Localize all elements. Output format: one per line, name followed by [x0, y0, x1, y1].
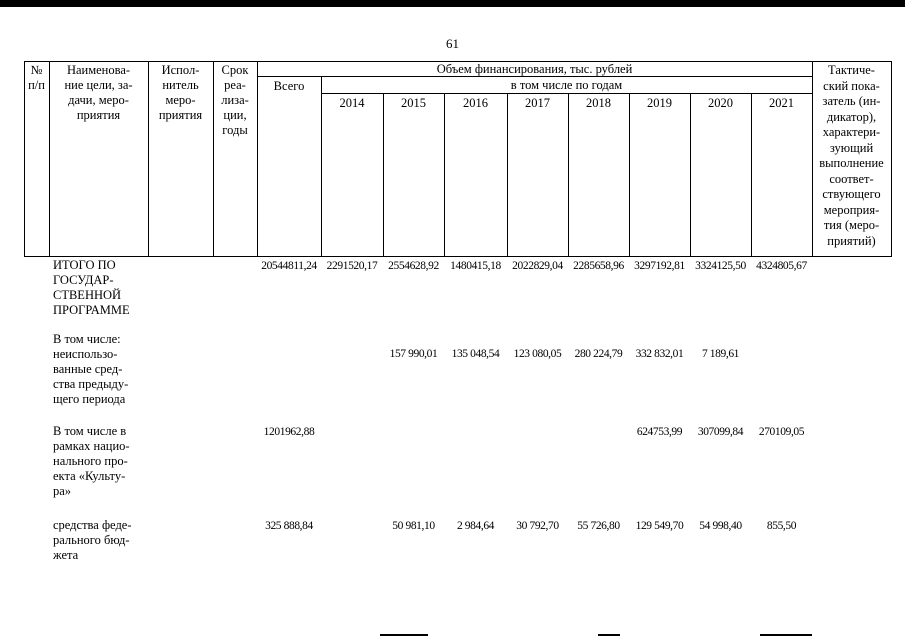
row-label: средства феде- рального бюд- жета — [53, 518, 132, 562]
header-by-years: в том числе по годам — [510, 78, 623, 92]
header-name: Наименова- ние цели, за- дачи, меро- приятия — [64, 63, 133, 122]
cell-2018: 55 726,80 — [577, 520, 620, 532]
row-label: В том числе в рамках нацио- нального про- екта «Культу- ра» — [53, 424, 130, 498]
cell-2018: 2285658,96 — [573, 260, 624, 272]
cell-2016: 2 984,64 — [456, 520, 495, 532]
header-total: Всего — [273, 79, 305, 93]
header-number: № п/п — [28, 63, 45, 92]
scan-artifact — [598, 634, 620, 636]
page-number: 61 — [446, 36, 459, 51]
header-year-2017: 2017 — [525, 96, 550, 110]
row-label: ИТОГО ПО ГОСУДАР- СТВЕННОЙ ПРОГРАММЕ — [53, 258, 130, 317]
cell-2015: 2554628,92 — [388, 260, 439, 272]
cell-2019: 3297192,81 — [634, 260, 685, 272]
cell-2019: 332 832,01 — [635, 348, 684, 360]
cell-2021: 855,50 — [766, 520, 797, 532]
cell-total: 325 888,84 — [265, 520, 313, 532]
scan-artifact — [760, 634, 812, 636]
cell-2015: 50 981,10 — [392, 520, 435, 532]
header-executor: Испол- нитель меро- приятия — [158, 63, 203, 122]
cell-2020: 307099,84 — [697, 426, 744, 438]
cell-2019: 129 549,70 — [635, 520, 684, 532]
cell-2015: 157 990,01 — [389, 348, 438, 360]
row-label: В том числе: неиспользо- ванные сред- ства предыду- щего периода — [53, 332, 129, 406]
header-year-2019: 2019 — [647, 96, 672, 110]
header-year-2015: 2015 — [401, 96, 426, 110]
cell-2017: 123 080,05 — [513, 348, 562, 360]
cell-total: 20544811,24 — [261, 260, 317, 272]
cell-2018: 280 224,79 — [574, 348, 623, 360]
cell-2021: 4324805,67 — [756, 260, 807, 272]
header-year-2021: 2021 — [769, 96, 794, 110]
scan-top-border — [0, 0, 905, 7]
cell-2021: 270109,05 — [758, 426, 805, 438]
cell-2017: 30 792,70 — [516, 520, 559, 532]
scan-artifact — [380, 634, 428, 636]
cell-2016: 135 048,54 — [451, 348, 500, 360]
cell-total: 1201962,88 — [263, 426, 315, 438]
header-term: Срок реа- лиза- ции, годы — [221, 63, 249, 137]
header-year-2014: 2014 — [339, 96, 365, 110]
cell-2014: 2291520,17 — [326, 260, 378, 272]
cell-2017: 2022829,04 — [512, 260, 563, 272]
cell-2020: 54 998,40 — [699, 520, 742, 532]
cell-2019: 624753,99 — [636, 426, 683, 438]
header-year-2016: 2016 — [463, 96, 488, 110]
header-year-2020: 2020 — [708, 96, 733, 110]
header-indicator: Тактиче- ский пока- затель (ин- дикатор), характери- зующий выполнение соответ- ствующего мероприя- тия (меро- приятий) — [819, 63, 884, 248]
cell-2020: 3324125,50 — [695, 260, 746, 272]
header-funding-group: Объем финансирования, тыс. рублей — [436, 62, 633, 76]
cell-2020: 7 189,61 — [701, 348, 740, 360]
cell-2016: 1480415,18 — [450, 260, 501, 272]
header-year-2018: 2018 — [586, 96, 611, 110]
